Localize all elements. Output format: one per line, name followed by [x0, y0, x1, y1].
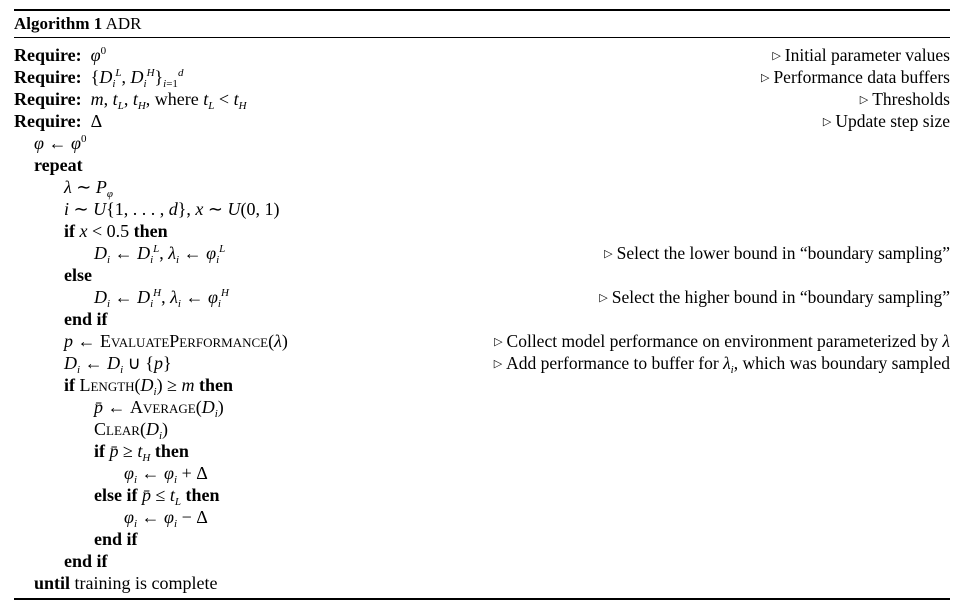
require-line-2: Require: {$D_i^L$, $D_i^H\}_{i=1}^d$ ▷ Performance data buffers — [14, 67, 950, 90]
end-if-line-3: end if — [64, 551, 108, 571]
require-line-3: Require: m, $t_L$, $t_H$, where $t_L < t_H$ ▷ Thresholds — [14, 89, 950, 112]
increment-line: $\varphi_i$ ← $\varphi_i + \Delta$ — [124, 463, 208, 486]
sample-i-x-line: i ∼ U{1, . . . , d}, x ∼ U(0, 1) — [64, 199, 280, 219]
end-if-line-2: end if — [94, 529, 138, 549]
title-rule — [14, 37, 950, 38]
assign-higher-line: $D_i$ ← $D_i^H$, $\lambda_i$ ← $\varphi_i^H$ ▷ Select the higher bound in “boundary sampling” — [94, 287, 950, 310]
else-if-low-threshold-line: else if p̄ ≤ $t_L$ then — [94, 485, 220, 508]
if-x-line: if x < 0.5 then — [64, 221, 168, 241]
clear-line: $Clear(D_i)$ — [94, 419, 169, 442]
else-line: else — [64, 265, 92, 285]
repeat-line: repeat — [34, 155, 83, 175]
init-line: φ ← $\varphi^0$ — [34, 133, 87, 153]
if-high-threshold-line: if p̄ ≥ $t_H$ then — [94, 441, 189, 464]
require-line-4: Require: Δ ▷ Update step size — [14, 111, 950, 131]
sample-lambda-line: λ ∼ $P_\varphi$ — [64, 177, 113, 200]
decrement-line: $\varphi_i$ ← $\varphi_i - \Delta$ — [124, 507, 208, 530]
algorithm-title: Algorithm 1 ADR — [14, 14, 142, 33]
require-line-1: Require: $\varphi^0$ ▷ Initial parameter values — [14, 45, 950, 65]
assign-lower-line: $D_i$ ← $D_i^L$, $\lambda_i$ ← $\varphi_i^L$ ▷ Select the lower bound in “boundary sampling” — [94, 243, 950, 266]
top-rule — [14, 9, 950, 11]
if-length-line: if $Length(D_i) \ge m$ then — [64, 375, 233, 398]
bottom-rule — [14, 598, 950, 600]
average-line: p̄ ← $Average(D_i)$ — [94, 397, 224, 420]
evaluate-line: p ← EvaluatePerformance(λ) ▷ Collect model performance on environment parameterized by λ — [64, 331, 950, 351]
buffer-add-line: $D_i$ ← $D_i$ ∪ {p} ▷ Add performance to buffer for $\lambda_i$, which was boundary sampled — [64, 353, 950, 376]
end-if-line-1: end if — [64, 309, 108, 329]
until-line: until training is complete — [34, 573, 218, 593]
